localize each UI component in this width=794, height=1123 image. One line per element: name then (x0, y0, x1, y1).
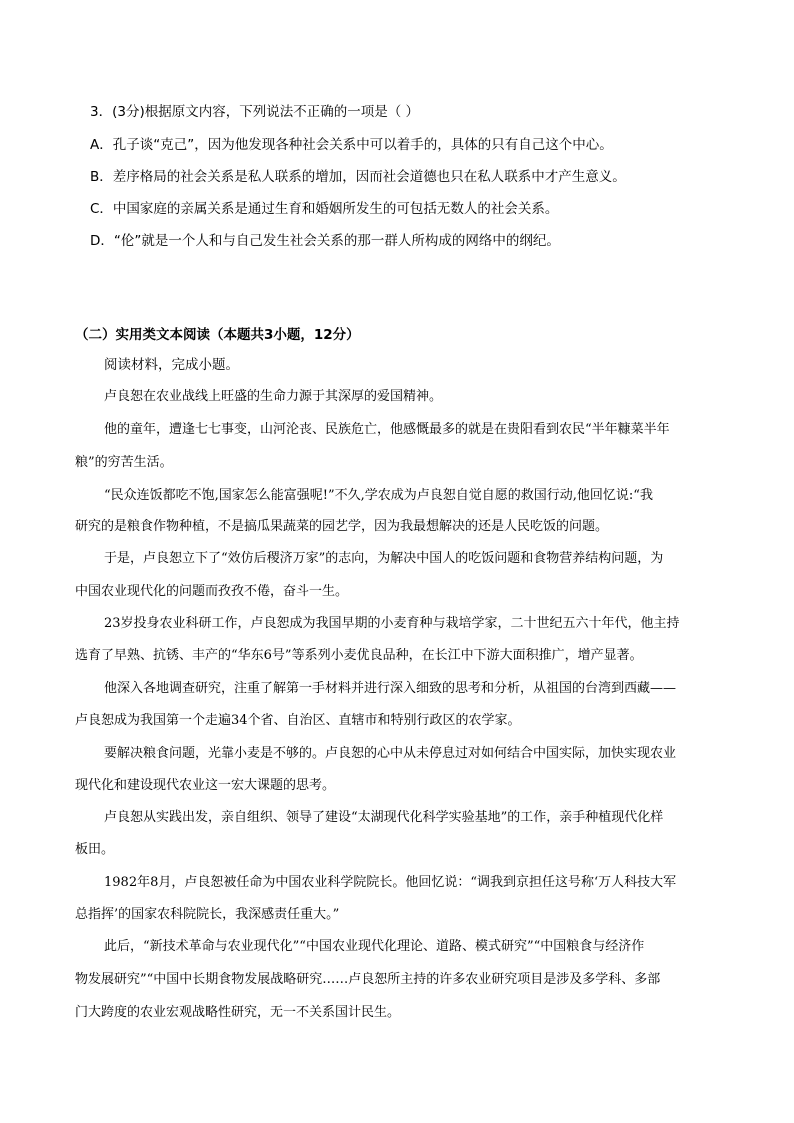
passage-line: 现代化和建设现代农业这一宏大课题的思考。 (75, 778, 336, 793)
question-3-option-d: D．“伦”就是一个人和与自己发生社会关系的那一群人所构成的网络中的纲纪。 (90, 233, 560, 249)
passage-line: 他深入各地调查研究，注重了解第一手材料并进行深入细致的思考和分析，从祖国的台湾到西藏—— (104, 681, 677, 696)
passage-line: 要解决粮食问题，光靠小麦是不够的。卢良恕的心中从未停息过对如何结合中国实际，加快实现农业 (104, 746, 677, 761)
passage-line: 总指挥’的国家农科院院长，我深感责任重大。” (75, 907, 340, 922)
question-3-stem: 3．(3分)根据原文内容，下列说法不正确的一项是（ ） (90, 104, 420, 120)
passage-line: 他的童年，遭逢七七事变，山河沦丧、民族危亡，他感慨最多的就是在贵阳看到农民“半年糠菜半年 (104, 422, 670, 437)
passage-line: 卢良恕在农业战线上旺盛的生命力源于其深厚的爱国精神。 (104, 389, 443, 404)
passage-line: 于是，卢良恕立下了“效仿后稷济万家”的志向，为解决中国人的吃饭问题和食物营养结构问题，为 (104, 551, 664, 566)
passage-line: 卢良恕从实践出发，亲自组织、领导了建设“太湖现代化科学实验基地”的工作，亲手种植现代化样 (104, 810, 664, 825)
passage-line: 粮”的穷苦生活。 (75, 455, 173, 470)
passage-line: 门大跨度的农业宏观战略性研究，无一不关系国计民生。 (75, 1005, 401, 1020)
section-2-instruction: 阅读材料，完成小题。 (104, 357, 239, 373)
passage-line: 物发展研究”“中国中长期食物发展战略研究……卢良恕所主持的许多农业研究项目是涉及多学科、多部 (75, 972, 661, 987)
passage-line: 23岁投身农业科研工作，卢良恕成为我国早期的小麦育种与栽培学家，二十世纪五六十年代，他主持 (104, 616, 680, 631)
question-3-option-b: B．差序格局的社会关系是私人联系的增加，因而社会道德也只在私人联系中才产生意义。 (90, 169, 626, 185)
passage-line: “民众连饭都吃不饱,国家怎么能富强呢!”不久,学农成为卢良恕自觉自愿的救国行动,他回忆说:“我 (104, 488, 653, 503)
passage-line: 1982年8月，卢良恕被任命为中国农业科学院院长。他回忆说：“调我到京担任这号称‘万人科技大军 (104, 875, 677, 890)
passage-line: 中国农业现代化的问题而孜孜不倦，奋斗一生。 (75, 584, 349, 599)
passage-line: 研究的是粮食作物种植，不是搞瓜果蔬菜的园艺学，因为我最想解决的还是人民吃饭的问题。 (75, 519, 609, 534)
passage-line: 卢良恕成为我国第一个走遍34个省、自治区、直辖市和特别行政区的农学家。 (75, 713, 521, 728)
section-2-heading: （二）实用类文本阅读（本题共3小题，12分） (75, 327, 360, 343)
passage-line: 选育了早熟、抗锈、丰产的“华东6号”等系列小麦优良品种，在长江中下游大面积推广，增产显著。 (75, 648, 643, 663)
passage-line: 此后，“新技术革命与农业现代化”“中国农业现代化理论、道路、模式研究”“中国粮食与经济作 (104, 939, 645, 954)
question-3-option-c: C．中国家庭的亲属关系是通过生育和婚姻所发生的可包括无数人的社会关系。 (90, 201, 559, 217)
question-3-option-a: A．孔子谈“克己”，因为他发现各种社会关系中可以着手的，具体的只有自己这个中心。 (90, 137, 613, 153)
passage-line: 板田。 (75, 842, 115, 857)
